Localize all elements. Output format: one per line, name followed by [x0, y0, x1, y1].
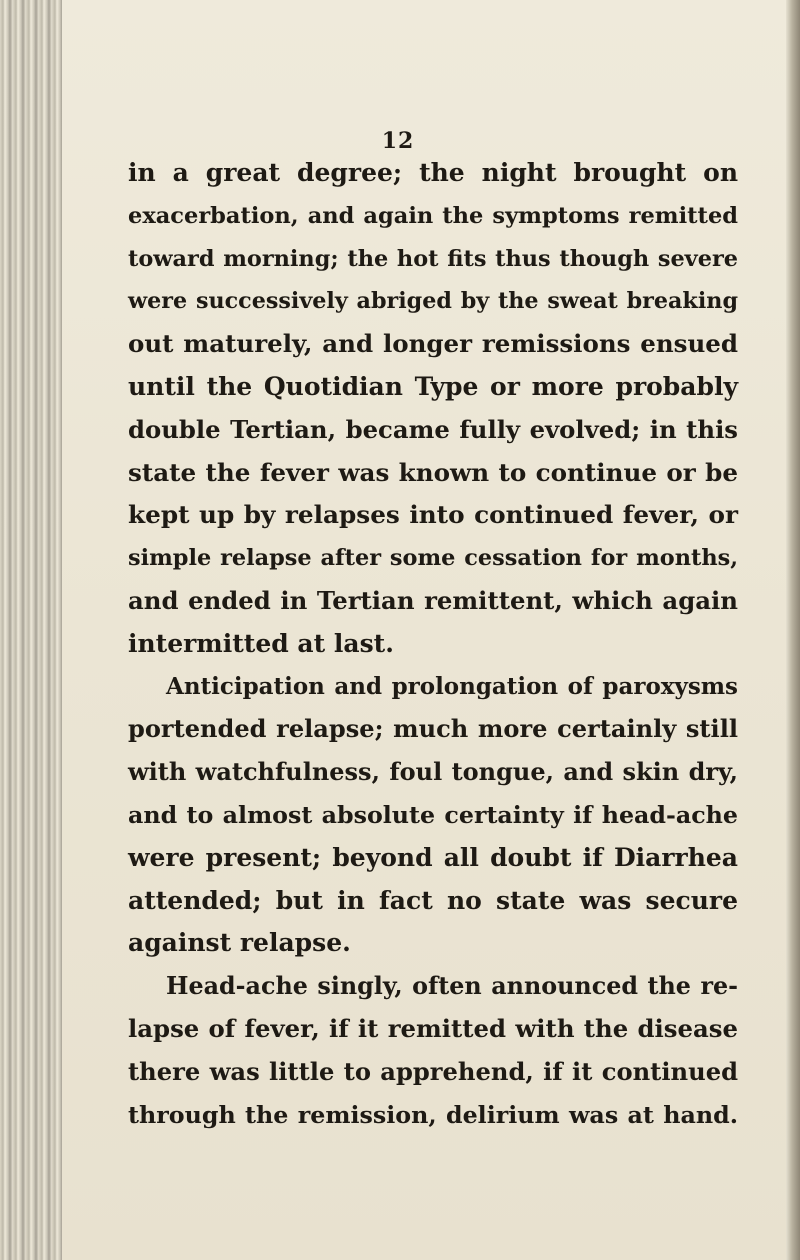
- text-line: lapse of fever, if it remitted with the disease: [128, 1013, 738, 1043]
- body-text: [128, 152, 738, 1136]
- text-line: with watchfulness, foul tongue, and skin dry,: [128, 757, 738, 787]
- text-line: exacerbation, and again the symptoms remitted: [128, 202, 738, 229]
- text-line: against relapse.: [128, 928, 351, 958]
- text-line: kept up by relapses into continued fever, or: [128, 500, 738, 530]
- text-line: there was little to apprehend, if it continued: [128, 1056, 738, 1086]
- text-line: Head-ache singly, often announced the re-: [166, 972, 738, 1001]
- text-line: and ended in Tertian remittent, which again: [128, 585, 738, 615]
- text-line: simple relapse after some cessation for months,: [128, 545, 738, 572]
- text-line: double Tertian, became fully evolved; in this: [128, 414, 738, 444]
- book-binding-edge: [0, 0, 62, 1260]
- page-right-edge: [786, 0, 800, 1260]
- text-line: in a great degree; the night brought on: [128, 158, 738, 187]
- text-line: were successively abriged by the sweat breaking: [128, 288, 738, 315]
- text-line: Anticipation and prolongation of paroxysms: [166, 672, 738, 700]
- text-line: until the Quotidian Type or more probably: [128, 371, 738, 401]
- text-line: and to almost absolute certainty if head-ache: [128, 800, 738, 829]
- page-number: 12: [381, 128, 415, 154]
- text-line: through the remission, delirium was at hand.: [128, 1100, 738, 1129]
- text-line: intermitted at last.: [128, 628, 394, 658]
- text-line: were present; beyond all doubt if Diarrhea: [128, 842, 738, 872]
- text-line: state the fever was known to continue or be: [128, 457, 738, 487]
- text-line: portended relapse; much more certainly still: [128, 714, 738, 744]
- text-line: attended; but in fact no state was secure: [128, 885, 738, 915]
- text-line: toward morning; the hot fits thus though severe: [128, 245, 738, 272]
- text-line: out maturely, and longer remissions ensued: [128, 329, 738, 359]
